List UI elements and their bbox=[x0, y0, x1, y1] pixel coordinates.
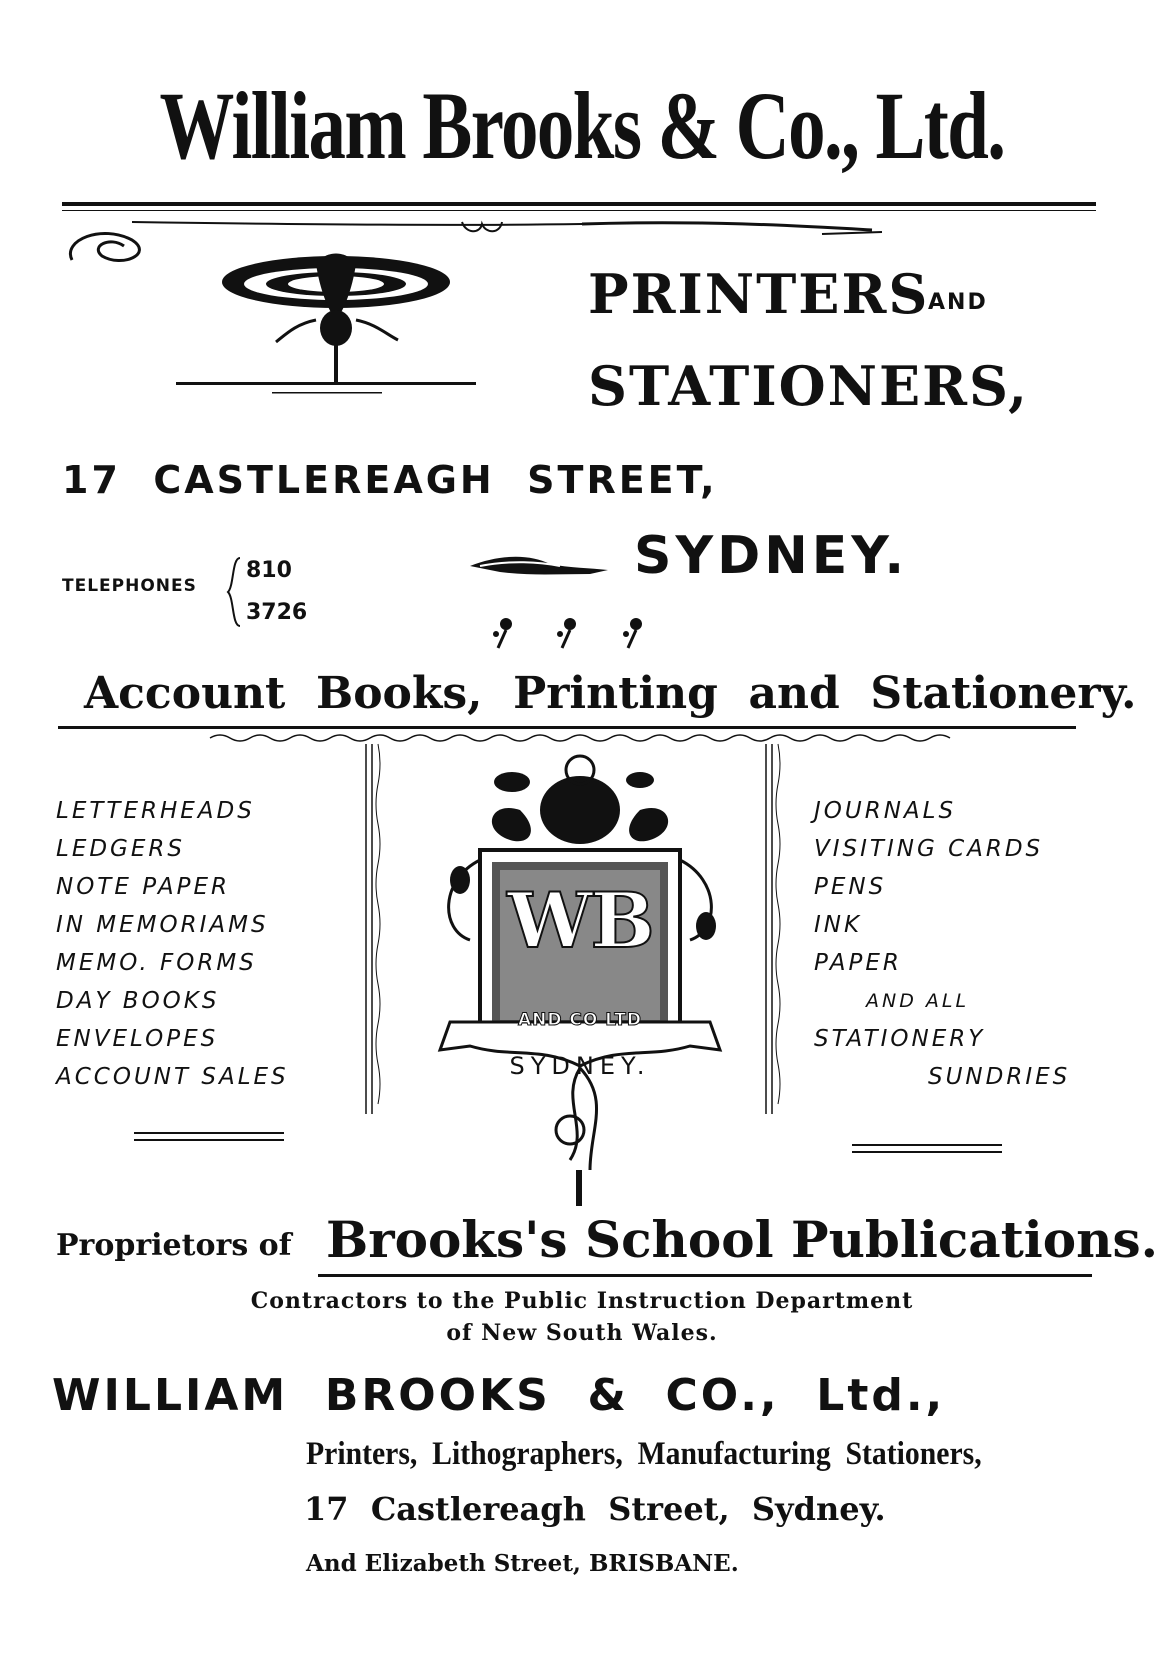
business-line-stationers: STATIONERS, bbox=[588, 354, 1029, 418]
list-item: LETTERHEADS bbox=[56, 798, 255, 824]
list-right-rule bbox=[852, 1151, 1002, 1153]
business-line-printers: PRINTERS bbox=[588, 262, 930, 326]
company-emblem-icon bbox=[420, 750, 740, 1210]
wavy-divider-icon bbox=[210, 732, 950, 744]
list-item: ENVELOPES bbox=[56, 1026, 219, 1052]
publications-name: Brooks's School Publications. bbox=[326, 1210, 1159, 1269]
small-flowers-icon bbox=[486, 612, 666, 652]
leaf-ornament-icon bbox=[470, 550, 610, 580]
list-item: JOURNALS bbox=[814, 798, 957, 824]
footer-trades: Printers, Lithographers, Manufacturing Stationers, bbox=[306, 1436, 982, 1472]
telephone-number: 3726 bbox=[246, 600, 308, 625]
footer-branch: And Elizabeth Street, BRISBANE. bbox=[306, 1550, 739, 1577]
vertical-border-right-icon bbox=[760, 744, 784, 1124]
list-item: SUNDRIES bbox=[928, 1064, 1071, 1090]
telephone-number: 810 bbox=[246, 558, 292, 583]
product-list-left bbox=[56, 792, 289, 1096]
emblem-and-co: AND CO LTD bbox=[518, 1010, 642, 1030]
emblem-city: SYDNEY. bbox=[509, 1052, 651, 1080]
list-item: ACCOUNT SALES bbox=[56, 1064, 289, 1090]
contractors-line: Contractors to the Public Instruction Department bbox=[250, 1288, 914, 1314]
emblem-monogram: WB bbox=[507, 876, 653, 965]
list-left-rule bbox=[134, 1132, 284, 1134]
footer-company-name: WILLIAM BROOKS & CO., Ltd., bbox=[52, 1370, 946, 1421]
list-item: PENS bbox=[814, 874, 887, 900]
business-and: AND bbox=[928, 290, 988, 315]
list-item: VISITING CARDS bbox=[814, 836, 1044, 862]
list-item: INK bbox=[814, 912, 863, 938]
services-underline bbox=[58, 726, 1076, 729]
list-item: STATIONERY bbox=[814, 1026, 986, 1052]
list-item: NOTE PAPER bbox=[56, 874, 231, 900]
vertical-border-left-icon bbox=[360, 744, 384, 1124]
list-item: IN MEMORIAMS bbox=[56, 912, 269, 938]
city-name: SYDNEY. bbox=[634, 526, 909, 586]
publications-prefix: Proprietors of bbox=[56, 1228, 292, 1263]
list-right-rule bbox=[852, 1144, 1002, 1146]
brace-icon bbox=[226, 556, 242, 628]
telephones-label: TELEPHONES bbox=[62, 576, 197, 596]
page-title: William Brooks & Co., Ltd. bbox=[159, 72, 1005, 179]
services-heading: Account Books, Printing and Stationery. bbox=[84, 668, 1137, 719]
list-item: AND ALL bbox=[866, 990, 970, 1012]
list-item: LEDGERS bbox=[56, 836, 185, 862]
street-address: 17 CASTLEREAGH STREET, bbox=[62, 458, 718, 502]
flower-ornament-icon bbox=[176, 250, 496, 410]
product-list-right bbox=[814, 792, 1070, 1096]
publications-underline bbox=[318, 1274, 1092, 1277]
list-left-rule bbox=[134, 1139, 284, 1141]
footer-address: 17 Castlereagh Street, Sydney. bbox=[304, 1490, 886, 1528]
title-underline bbox=[62, 202, 1096, 206]
list-item: PAPER bbox=[814, 950, 902, 976]
list-item: DAY BOOKS bbox=[56, 988, 220, 1014]
contractors-line: of New South Wales. bbox=[446, 1320, 718, 1346]
list-item: MEMO. FORMS bbox=[56, 950, 257, 976]
